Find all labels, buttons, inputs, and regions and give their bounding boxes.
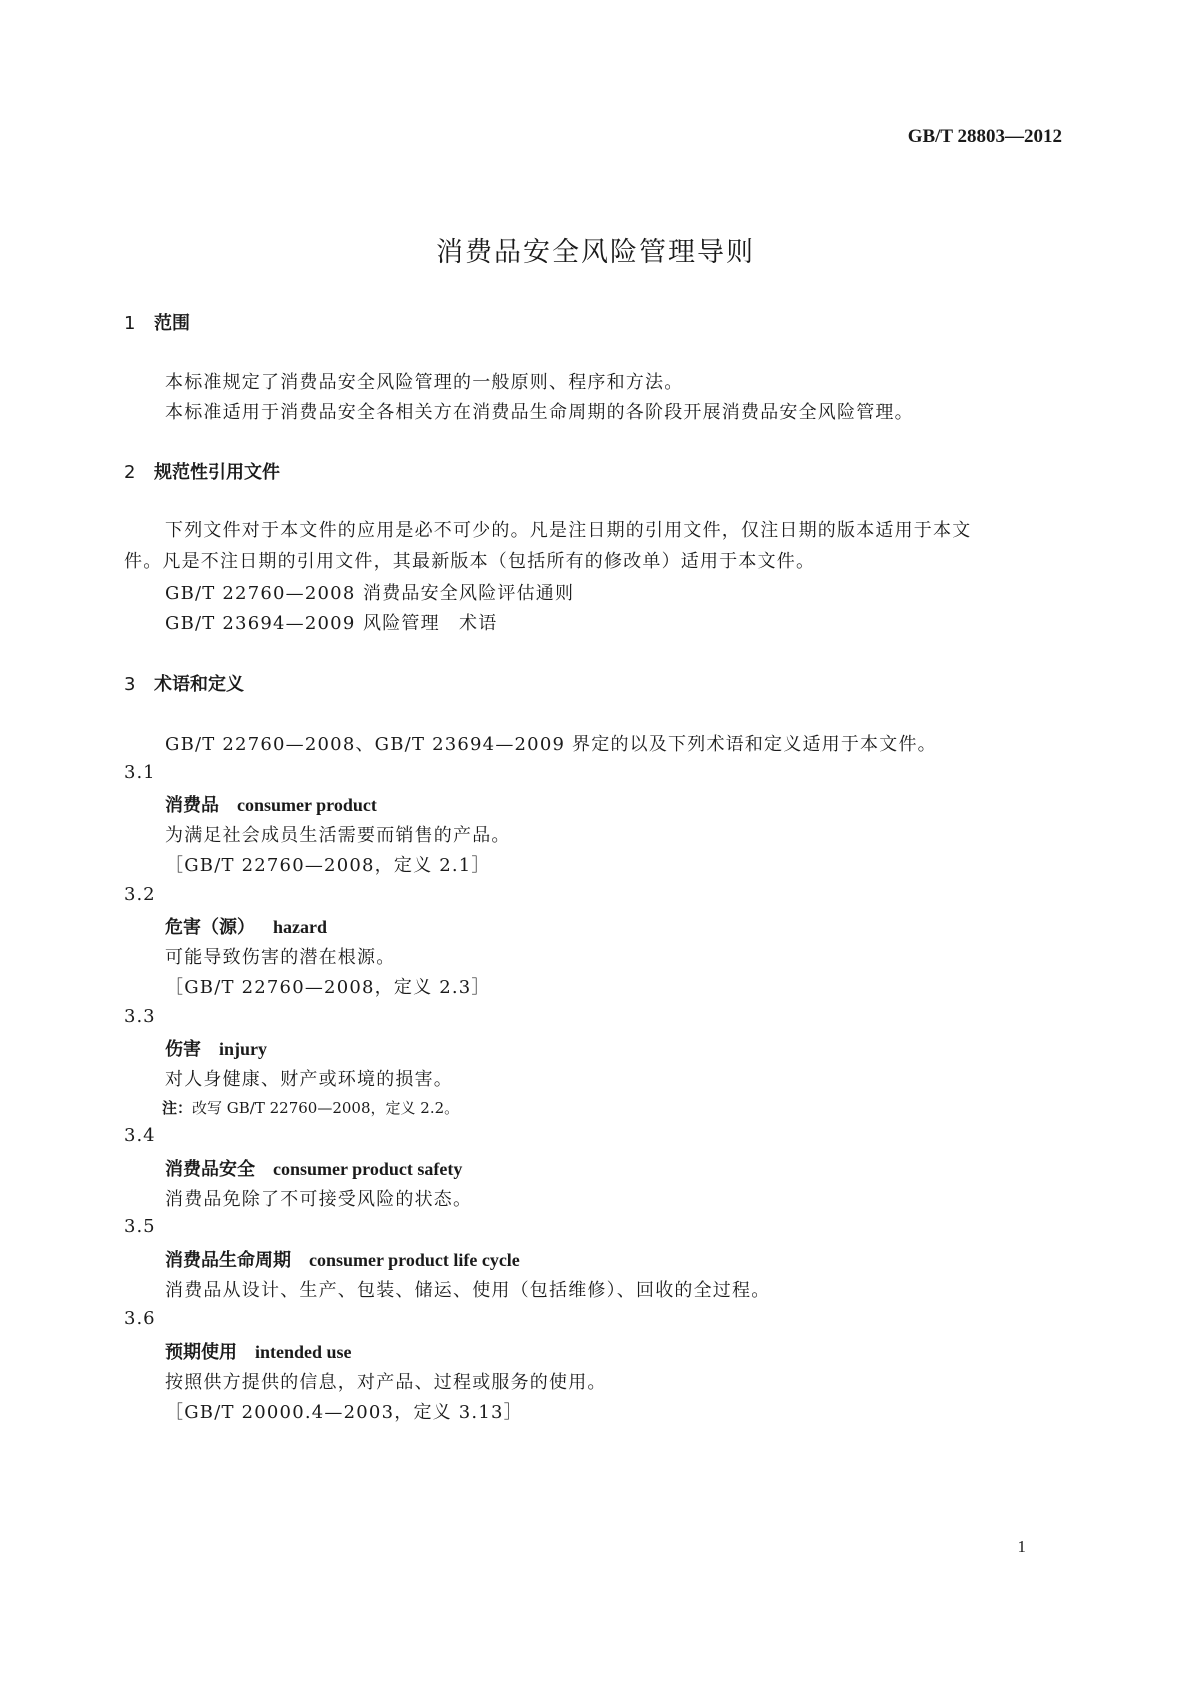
note-label: 注： [162, 1099, 193, 1117]
term-zh: 消费品生命周期 [165, 1250, 291, 1271]
term-definition: 消费品从设计、生产、包装、储运、使用（包括维修）、回收的全过程。 [165, 1280, 771, 1301]
term-heading [165, 1246, 520, 1272]
section-2-heading [124, 458, 280, 484]
term-zh: 消费品安全 [165, 1159, 255, 1180]
term-heading [165, 1155, 462, 1181]
section-1-paragraph-2: 本标准适用于消费品安全各相关方在消费品生命周期的各阶段开展消费品安全风险管理。 [165, 402, 914, 423]
note-text: 改写 GB/T 22760—2008，定义 2.2。 [192, 1099, 460, 1117]
term-number: 3.6 [124, 1308, 156, 1329]
term-definition: 对人身健康、财产或环境的损害。 [165, 1069, 453, 1090]
term-heading [165, 791, 377, 817]
term-zh: 预期使用 [165, 1342, 237, 1363]
term-en: consumer product [237, 795, 377, 815]
term-zh: 伤害 [165, 1039, 201, 1060]
term-heading [165, 913, 327, 939]
section-3-intro: GB/T 22760—2008、GB/T 23694—2009 界定的以及下列术语和定义适用于本文件。 [165, 734, 937, 755]
term-definition: 消费品免除了不可接受风险的状态。 [165, 1189, 473, 1210]
section-3-title: 术语和定义 [154, 674, 244, 695]
reference-title: 风险管理 术语 [363, 613, 498, 634]
term-en: hazard [273, 917, 327, 937]
term-heading [165, 1035, 267, 1061]
term-number: 3.5 [124, 1216, 156, 1237]
term-en: consumer product life cycle [309, 1250, 520, 1270]
term-heading [165, 1338, 352, 1364]
reference-title: 消费品安全风险评估通则 [363, 583, 575, 604]
term-zh: 危害（源） [165, 917, 255, 938]
term-en: injury [219, 1039, 268, 1059]
page-number: 1 [1017, 1537, 1026, 1556]
section-1-number: 1 [124, 313, 136, 334]
section-2-title: 规范性引用文件 [154, 462, 280, 483]
section-2-intro: 下列文件对于本文件的应用是必不可少的。凡是注日期的引用文件，仅注日期的版本适用于本文件。凡是不注日期的引用文件，其最新版本（包括所有的修改单）适用于本文件。 [124, 520, 972, 572]
term-source: ［GB/T 20000.4—2003，定义 3.13］ [165, 1402, 523, 1423]
document-title: 消费品安全风险管理导则 [436, 237, 755, 268]
term-zh: 消费品 [165, 795, 219, 816]
section-1-title: 范围 [154, 313, 190, 334]
reference-item [165, 609, 497, 635]
section-3-heading [124, 670, 244, 696]
section-3-number: 3 [124, 674, 136, 695]
term-definition: 按照供方提供的信息，对产品、过程或服务的使用。 [165, 1372, 607, 1393]
term-source: ［GB/T 22760—2008，定义 2.3］ [165, 977, 491, 998]
term-number: 3.4 [124, 1125, 156, 1146]
term-number: 3.3 [124, 1006, 156, 1027]
term-en: consumer product safety [273, 1159, 463, 1179]
reference-code: GB/T 23694—2009 [165, 613, 356, 634]
section-1-heading [124, 309, 190, 335]
term-number: 3.1 [124, 762, 156, 783]
term-en: intended use [255, 1342, 352, 1362]
standard-code: GB/T 28803—2012 [907, 126, 1062, 147]
term-definition: 为满足社会成员生活需要而销售的产品。 [165, 825, 511, 846]
section-2-number: 2 [124, 462, 136, 483]
term-note [162, 1097, 459, 1118]
reference-item [165, 579, 574, 605]
term-number: 3.2 [124, 884, 156, 905]
term-definition: 可能导致伤害的潜在根源。 [165, 947, 396, 968]
section-1-paragraph-1: 本标准规定了消费品安全风险管理的一般原则、程序和方法。 [165, 372, 684, 393]
reference-code: GB/T 22760—2008 [165, 583, 356, 604]
term-source: ［GB/T 22760—2008，定义 2.1］ [165, 855, 491, 876]
